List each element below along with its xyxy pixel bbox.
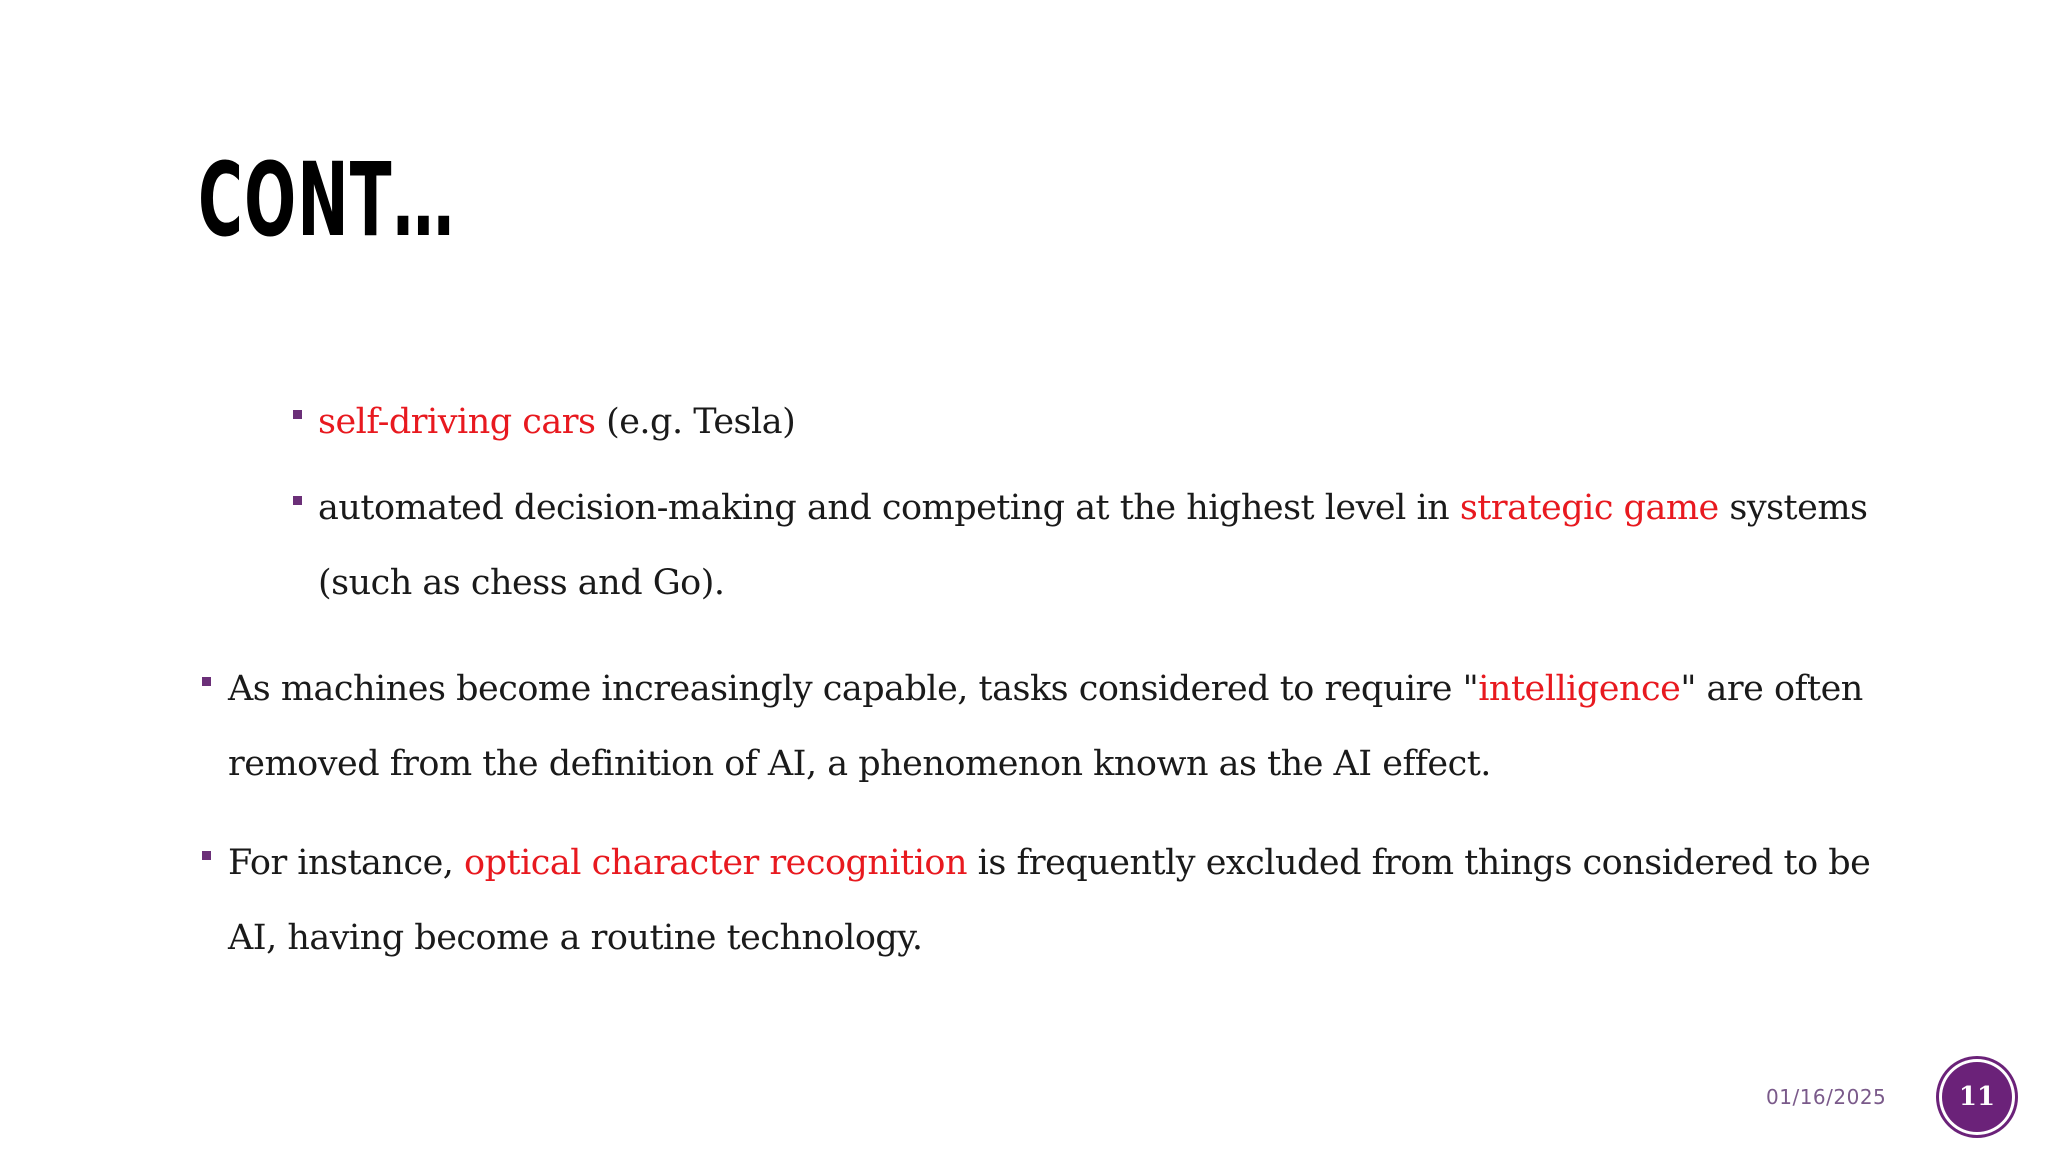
highlight-text: strategic game xyxy=(1459,488,1719,528)
bullet-marker xyxy=(202,677,211,686)
page-number: 11 xyxy=(1958,1082,1996,1112)
slide-title: CONT… xyxy=(198,141,456,260)
bullet-item-decision-making xyxy=(318,471,1878,621)
bullet-text: is frequently excluded from things considered to be AI, having become a routine technology. xyxy=(228,843,1871,958)
bullet-text: As machines become increasingly capable, tasks considered to require " xyxy=(228,669,1479,709)
bullet-marker xyxy=(202,851,211,860)
bullet-text: systems (such as chess and Go). xyxy=(318,488,1868,603)
highlight-text: optical character recognition xyxy=(464,843,968,883)
bullet-text: " are often removed from the definition of AI, a phenomenon known as the AI effect. xyxy=(228,669,1863,784)
bullet-item-ocr xyxy=(228,826,1928,976)
bullet-item-ai-effect xyxy=(228,652,1928,802)
page-number-badge xyxy=(1942,1062,2012,1132)
footer-date: 01/16/2025 xyxy=(1766,1085,1887,1109)
bullet-marker xyxy=(293,496,302,505)
bullet-item-self-driving xyxy=(318,385,1878,460)
bullet-text: For instance, xyxy=(228,843,465,883)
highlight-text: intelligence xyxy=(1478,669,1681,709)
highlight-text: self-driving cars xyxy=(318,402,596,442)
bullet-text: automated decision-making and competing at the highest level in xyxy=(318,488,1460,528)
bullet-marker xyxy=(293,410,302,419)
bullet-text: (e.g. Tesla) xyxy=(595,402,796,442)
